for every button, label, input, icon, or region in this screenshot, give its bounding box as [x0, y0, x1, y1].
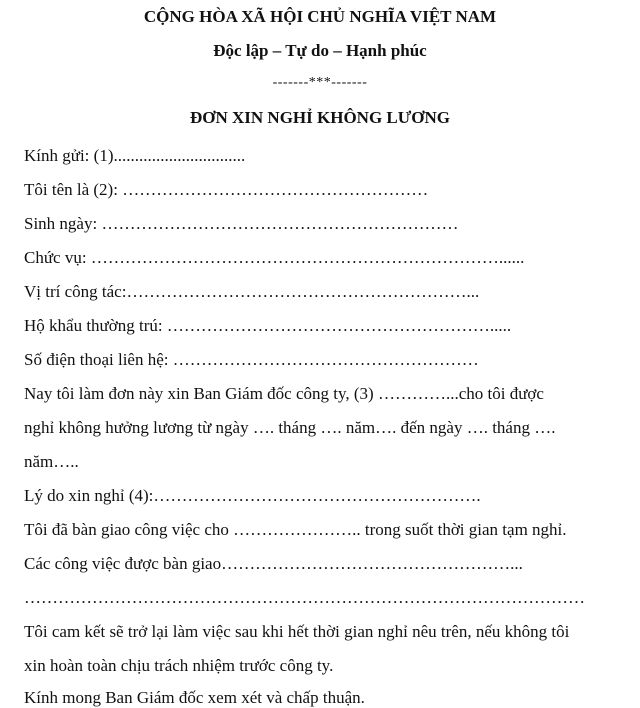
line-reason: Lý do xin nghỉ (4):…………………………………………………. [24, 486, 481, 505]
document-title: ĐƠN XIN NGHỈ KHÔNG LƯƠNG [189, 108, 451, 127]
line-residence: Hộ khẩu thường trú: …………………………………………………..... [24, 316, 512, 335]
line-work-location: Vị trí công tác:……………………………………………………... [24, 282, 480, 301]
line-name: Tôi tên là (2): ……………………………………………… [24, 180, 429, 199]
line-tasks-dots: ……………………………………………………………………………………… [24, 588, 585, 607]
line-request-3: năm….. [24, 452, 79, 471]
national-title: CỘNG HÒA XÃ HỘI CHỦ NGHĨA VIỆT NAM [143, 7, 497, 26]
line-recipient: Kính gửi: (1)............................... [24, 146, 246, 165]
line-birthdate: Sinh ngày: ……………………………………………………… [24, 214, 459, 233]
line-commitment-1: Tôi cam kết sẽ trở lại làm việc sau khi hết thời gian nghỉ nêu trên, nếu không tôi [24, 622, 570, 641]
line-commitment-2: xin hoàn toàn chịu trách nhiệm trước công ty. [24, 656, 334, 675]
separator: -------***------- [272, 75, 368, 90]
motto: Độc lập – Tự do – Hạnh phúc [213, 41, 427, 60]
line-phone: Số điện thoại liên hệ: ……………………………………………… [24, 350, 479, 369]
line-closing: Kính mong Ban Giám đốc xem xét và chấp thuận. [24, 688, 365, 707]
line-position: Chức vụ: ………………………………………………………………...... [24, 248, 525, 267]
line-request-1: Nay tôi làm đơn này xin Ban Giám đốc công ty, (3) …………...cho tôi được [24, 384, 544, 403]
line-handover: Tôi đã bàn giao công việc cho ………………….. trong suốt thời gian tạm nghỉ. [24, 520, 567, 539]
line-tasks: Các công việc được bàn giao……………………………………………... [24, 554, 523, 573]
line-request-2: nghỉ không hưởng lương từ ngày …. tháng …. năm…. đến ngày …. tháng …. [24, 418, 556, 437]
